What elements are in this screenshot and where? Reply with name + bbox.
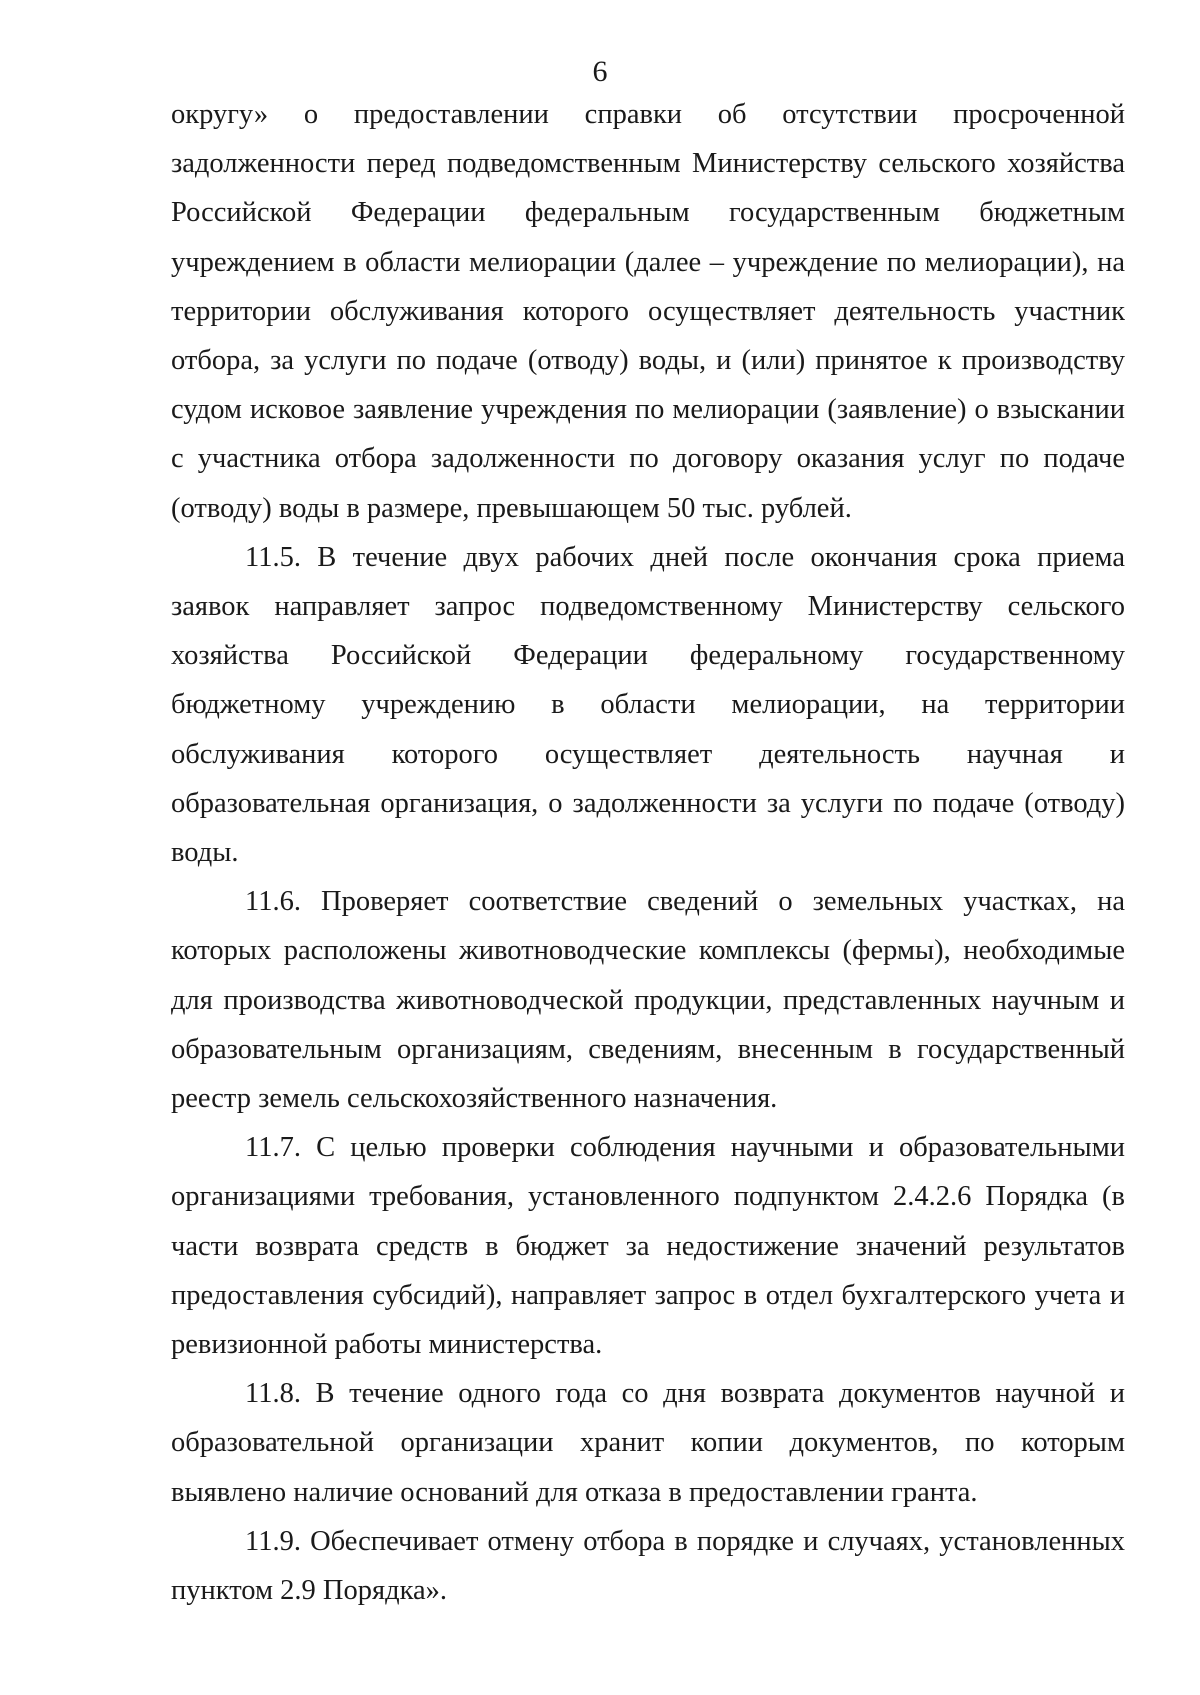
paragraph-item-11-6: 11.6. Проверяет соответствие сведений о земельных участках, на которых расположены животноводческие комплексы (фермы), необходимые для производства животноводческой продукции, представленных научным и образовательным организациям, сведениям, внесенным в государственный реестр земель сельскохозяйственного назначения.	[171, 886, 1125, 1115]
paragraph-item-11-8: 11.8. В течение одного года со дня возврата документов научной и образовательной организации хранит копии документов, по которым выявлено наличие оснований для отказа в предоставлении гранта.	[171, 1378, 1125, 1508]
paragraph-continuation: округу» о предоставлении справки об отсутствии просроченной задолженности перед подведомственным Министерству сельского хозяйства Российской Федерации федеральным государственным бюджетным учреждением в области мелиорации (далее – учреждение по мелиорации), на территории обслуживания которого осуществляет деятельность участник отбора, за услуги по подаче (отводу) воды, и (или) принятое к производству судом исковое заявление учреждения по мелиорации (заявление) о взыскании с участника отбора задолженности по договору оказания услуг по подаче (отводу) воды в размере, превышающем 50 тыс. рублей.	[171, 99, 1125, 524]
paragraph-item-11-7: 11.7. С целью проверки соблюдения научными и образовательными организациями требования, установленного подпунктом 2.4.2.6 Порядка (в части возврата средств в бюджет за недостижение значений результатов предоставления субсидий), направляет запрос в отдел бухгалтерского учета и ревизионной работы министерства.	[171, 1132, 1125, 1361]
page-number: 6	[592, 55, 608, 88]
paragraph-item-11-9: 11.9. Обеспечивает отмену отбора в порядке и случаях, установленных пунктом 2.9 Порядка».	[171, 1525, 1125, 1607]
paragraph-item-11-5: 11.5. В течение двух рабочих дней после окончания срока приема заявок направляет запрос подведомственному Министерству сельского хозяйства Российской Федерации федеральному государственному бюджетному учреждению в области мелиорации, на территории обслуживания которого осуществляет деятельность научная и образовательная организация, о задолженности за услуги по подаче (отводу) воды.	[171, 541, 1125, 869]
document-body	[171, 90, 1125, 1615]
